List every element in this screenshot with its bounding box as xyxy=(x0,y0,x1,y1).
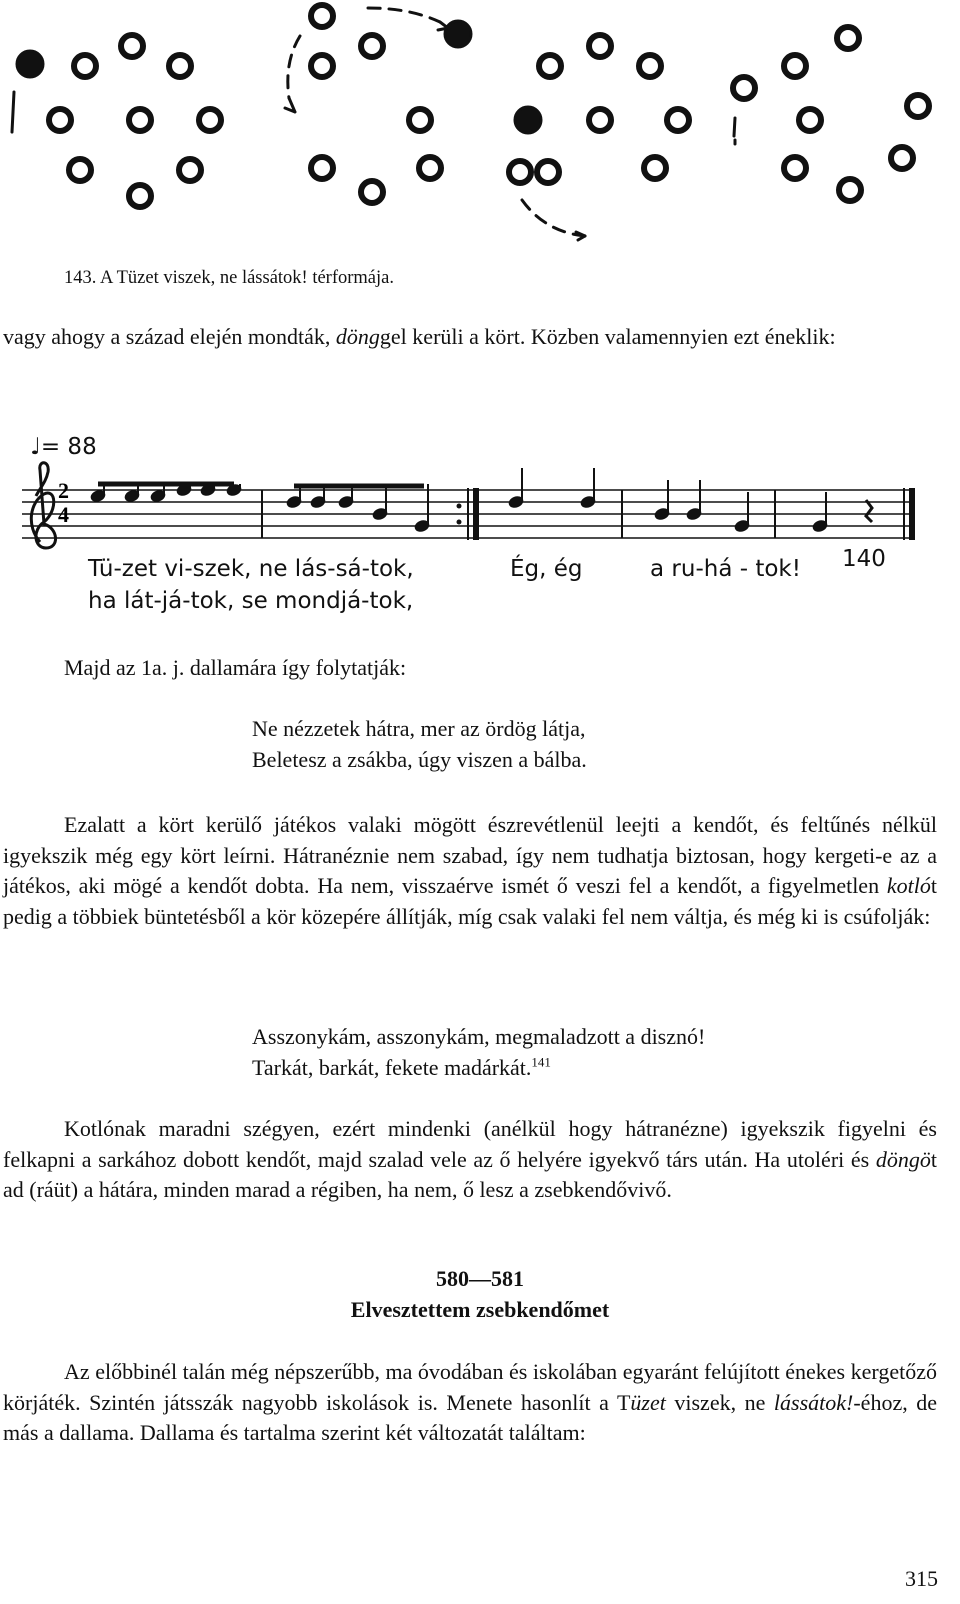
poem-1-line-1: Ne nézzetek hátra, mer az ördög látja, xyxy=(252,716,586,741)
player-circle xyxy=(409,109,431,131)
lyrics-line2: ha lát-já-tok, se mondjá-tok, xyxy=(88,588,414,614)
formation-diagram xyxy=(0,0,960,245)
repeat-dot-1 xyxy=(457,504,462,509)
player-circle xyxy=(639,55,661,77)
player-circle xyxy=(839,179,861,201)
player-circle xyxy=(49,109,71,131)
player-circle xyxy=(361,35,383,57)
paragraph-section-intro: Az előbbinél talán még népszerűbb, ma óvodában és iskolában egyaránt felújított énekes kergetőző körjáték. Szintén játsszák nagyobb iskolások is. Menete hasonlít a Tüzet viszek, ne lássátok!-éhoz, de más a dallama. Dallama és tartalma szerint két változatát találtam: xyxy=(3,1359,938,1445)
music-footnote: 140 xyxy=(842,546,886,572)
player-circle xyxy=(199,109,221,131)
player-circle xyxy=(784,55,806,77)
player-circle xyxy=(907,95,929,117)
player-circle xyxy=(509,161,531,183)
poem-2-line-1: Asszonykám, asszonykám, megmaladzott a disznó! xyxy=(252,1024,706,1049)
player-circle xyxy=(891,147,913,169)
player-circle xyxy=(121,35,143,57)
player-circle xyxy=(589,35,611,57)
lyrics-line1-c: a ru-há - tok! xyxy=(650,556,801,582)
player-circle xyxy=(169,55,191,77)
time-signature-top: 2 xyxy=(58,478,69,503)
player-circle xyxy=(837,27,859,49)
mark-left xyxy=(12,92,14,132)
tempo-marking: ♩= 88 xyxy=(30,434,97,460)
player-circle xyxy=(129,109,151,131)
lyrics-line1-a: Tü-zet vi-szek, ne lás-sá-tok, xyxy=(88,556,414,582)
path-arrow-2 xyxy=(438,22,448,30)
player-circle xyxy=(179,159,201,181)
music-score xyxy=(0,430,960,620)
repeat-dot-2 xyxy=(457,520,462,525)
path-arc-left xyxy=(288,36,300,98)
path-arc-top xyxy=(368,8,440,22)
player-circle xyxy=(537,161,559,183)
figure-caption: 143. A Tüzet viszek, ne lássátok! térformája. xyxy=(64,268,394,288)
player-circle xyxy=(589,109,611,131)
paragraph-rules: Kotlónak maradni szégyen, ezért mindenki (anélkül hogy hátranézne) igyekszik figyelni és felkapni a sarkához dobott kendőt, majd szalad vele az ő helyére igyekvő társ után. Ha utoléri és döngöt ad (ráüt) a hátára, minden marad a régiben, ha nem, ő lesz a zsebkendővivő. xyxy=(3,1116,937,1202)
poem-footnote: 141 xyxy=(531,1054,551,1070)
player-circle xyxy=(799,109,821,131)
treble-clef xyxy=(31,463,55,548)
paragraph-description: Ezalatt a kört kerülő játékos valaki mögött észrevétlenül leejti a kendőt, és feltűnés nélkül igyekszik még egy kört leírni. Hátranéznie nem szabad, így nem tudhatja biztosan, hogy kergeti-e az a játékos, aki mögé a kendőt dobta. Ha nem, visszaérve ismét ő veszi fel a kendőt, a figyelmetlen kotlót pedig a többiek büntetésből a kör közepére állítják, míg csak valaki fel nem váltja, és még ki is csúfolják: xyxy=(3,812,937,929)
player-circle xyxy=(311,5,333,27)
path-arrow-1 xyxy=(285,98,295,112)
player-circle xyxy=(69,159,91,181)
player-circle xyxy=(361,181,383,203)
chaser-dot xyxy=(515,107,541,133)
section-number: 580—581 xyxy=(436,1266,524,1291)
player-circle xyxy=(733,77,755,99)
lyrics-line1-b: Ég, ég xyxy=(510,556,583,582)
section-title: Elvesztettem zsebkendőmet xyxy=(350,1297,610,1322)
player-circle xyxy=(644,157,666,179)
time-signature-bottom: 4 xyxy=(58,502,69,527)
player-circle xyxy=(129,185,151,207)
poem-2-line-2: Tarkát, barkát, fekete madárkát.$^{141}$ xyxy=(252,1054,551,1080)
player-circle xyxy=(311,55,333,77)
player-circle xyxy=(311,157,333,179)
paragraph-intro: vagy ahogy a század elején mondták, dönggel kerüli a kört. Közben valamennyien ezt éneklik: xyxy=(3,324,836,349)
poem-1-line-2: Beletesz a zsákba, úgy viszen a bálba. xyxy=(252,746,587,772)
player-circle xyxy=(539,55,561,77)
poem-2 xyxy=(252,1022,705,1083)
chaser-dot xyxy=(445,21,471,47)
player-circle xyxy=(419,157,441,179)
rest-quarter xyxy=(866,500,872,522)
player-circle xyxy=(784,157,806,179)
paragraph-continuation: Majd az 1a. j. dallamára így folytatják: xyxy=(64,655,407,680)
player-circle xyxy=(74,55,96,77)
page-number: 315 xyxy=(905,1566,938,1591)
player-circle xyxy=(667,109,689,131)
mark-right xyxy=(734,118,735,144)
chaser-dot xyxy=(17,51,43,77)
poem-1 xyxy=(252,714,587,775)
